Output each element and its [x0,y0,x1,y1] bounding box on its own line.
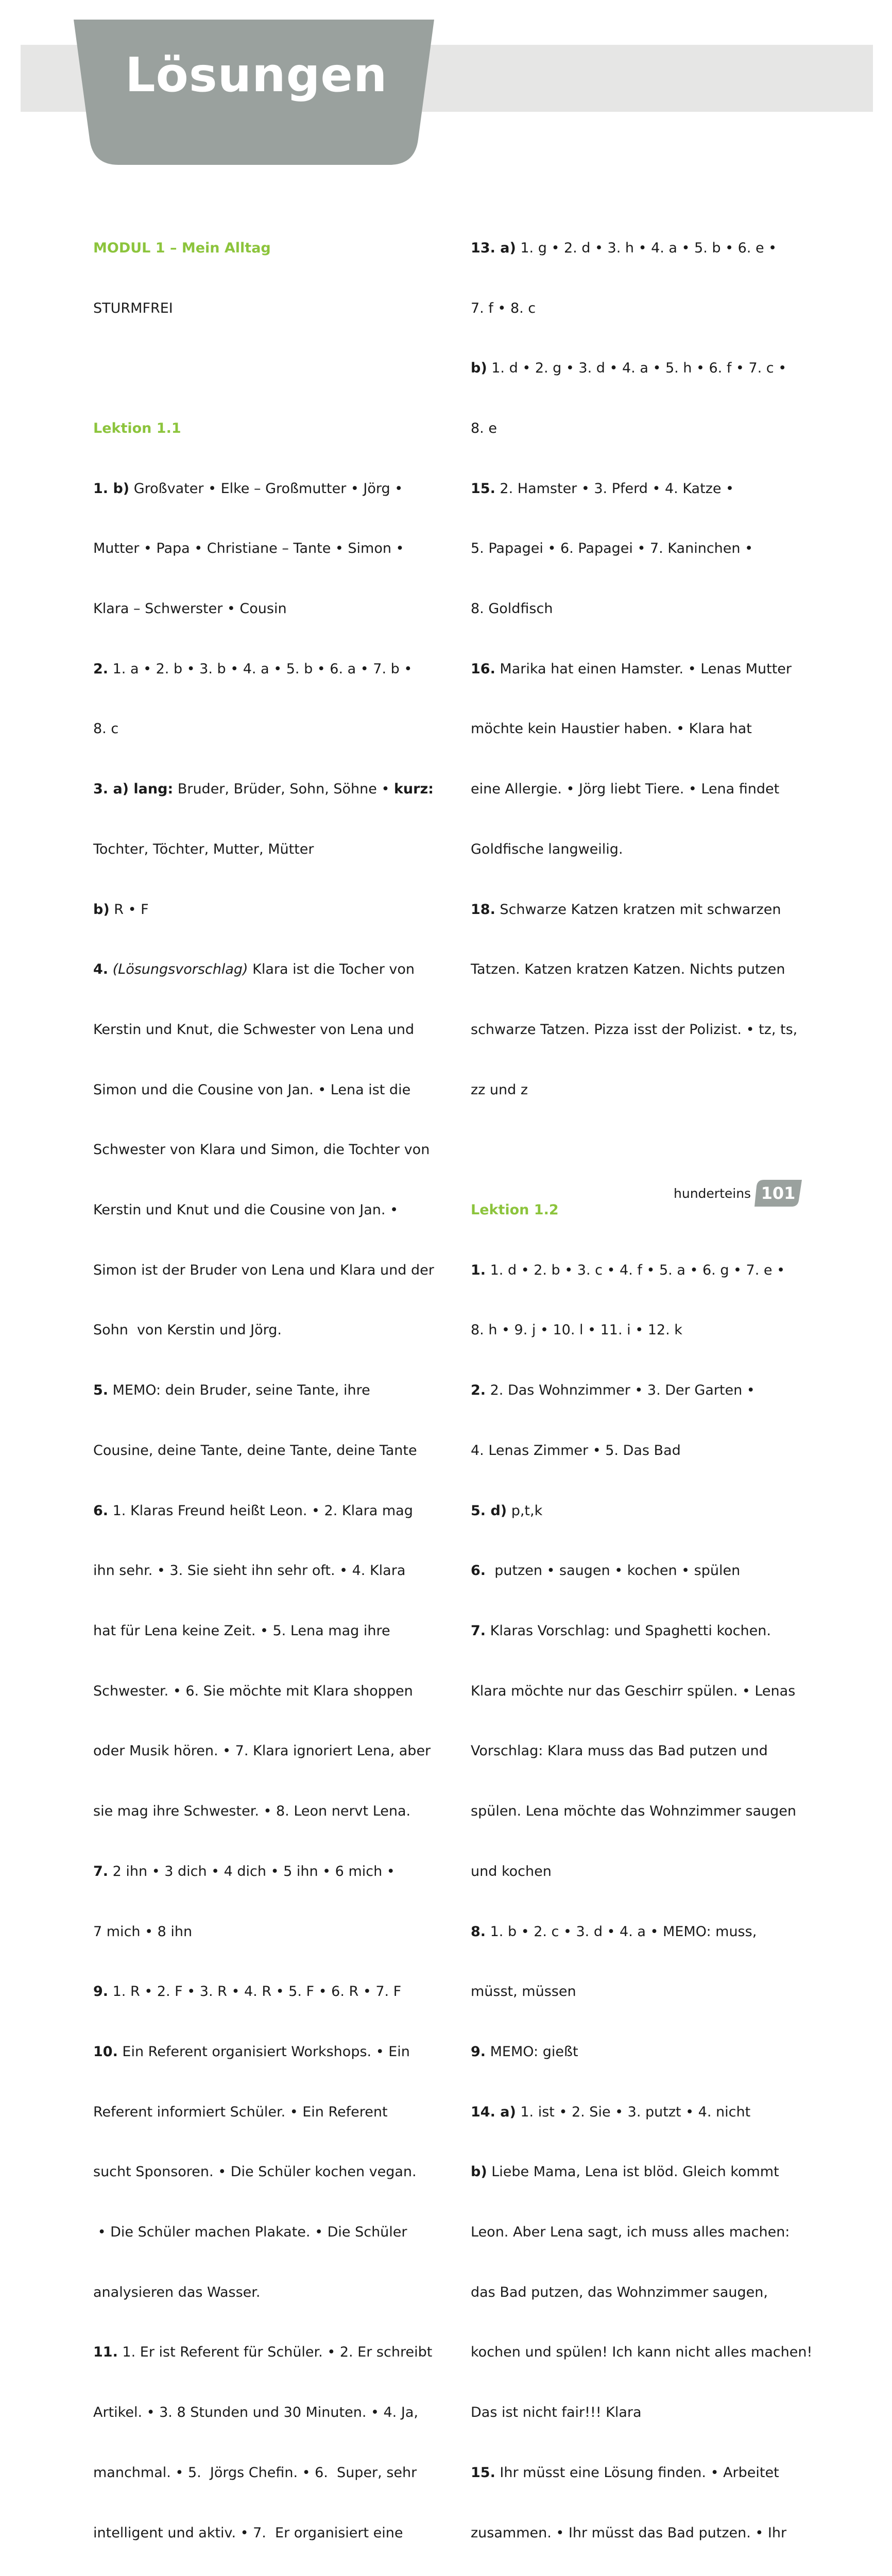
answer-line [93,1381,433,1401]
answer-line [93,779,433,800]
answer-line: hat für Lena keine Zeit. • 5. Lena mag ihre [93,1622,390,1639]
answer-line: Leon. Aber Lena sagt, ich muss alles machen: [471,2224,790,2241]
exercise-number: 18. [471,901,495,918]
blank-line [93,359,433,379]
answer-line: kochen und spülen! Ich kann nicht alles machen! [471,2344,813,2361]
answer-line: 8. e [471,420,497,436]
exercise-number: 11. [93,2344,118,2361]
answer-line: und kochen [471,1863,552,1879]
answer-line: 8. c [93,721,119,737]
answer-line: Tatzen. Katzen kratzen Katzen. Nichts putzen [471,961,785,978]
answer-line [471,2042,811,2062]
answer-line [93,659,433,680]
answer-text: 1. d • 2. b • 3. c • 4. f • 5. a • 6. g • 7. e • [486,1262,785,1278]
answer-line: oder Musik hören. • 7. Klara ignoriert Lena, aber [93,1743,431,1759]
exercise-number: b) [93,901,110,918]
answer-line: analysieren das Wasser. [93,2284,261,2300]
answer-text: p,t,k [507,1502,543,1519]
exercise-number: 7. [471,1622,486,1639]
exercise-number: 7. [93,1863,109,1879]
page-title: Lösungen [125,47,388,103]
answer-line: Schwester von Klara und Simon, die Tochter von [93,1142,430,1158]
answer-line [93,2042,433,2062]
answer-text: Bruder, Brüder, Sohn, Söhne • [173,781,394,798]
answer-line [93,1982,433,2002]
answer-line [471,659,811,680]
lektion-heading: Lektion 1.1 [93,420,181,436]
exercise-number: 14. a) [471,2104,516,2120]
answer-line [471,479,811,499]
answer-line: schwarze Tatzen. Pizza isst der Polizist. • tz, ts, [471,1021,798,1038]
answer-line: Kerstin und Knut, die Schwester von Lena und [93,1021,415,1038]
answer-text: Klaras Vorschlag: und Spaghetti kochen. [486,1622,771,1639]
answer-line: Cousine, deine Tante, deine Tante, deine Tante [93,1442,417,1459]
exercise-number: 13. a) [471,240,516,256]
exercise-number: 9. [93,1984,109,2000]
answer-line: 4. Lenas Zimmer • 5. Das Bad [471,1442,681,1459]
answer-line: zz und z [471,1081,528,1098]
answer-line: müsst, müssen [471,1984,576,2000]
answer-line: möchte kein Haustier haben. • Klara hat [471,721,752,737]
answer-line [471,2463,811,2483]
exercise-number: 15. [471,480,495,497]
answer-text: MEMO: gießt [486,2043,578,2060]
answer-text: Liebe Mama, Lena ist blöd. Gleich kommt [487,2164,779,2180]
answer-text: 1. d • 2. g • 3. d • 4. a • 5. h • 6. f • 7. c • [487,360,787,377]
answer-line: intelligent und aktiv. • 7. Er organisiert eine [93,2524,403,2541]
answer-line: Das ist nicht fair!!! Klara [471,2404,642,2421]
exercise-number: 6. [471,1563,486,1579]
exercise-number: 1. [471,1262,486,1278]
exercise-number: 5. [93,1382,109,1399]
answer-text: 2. Das Wohnzimmer • 3. Der Garten • [486,1382,755,1399]
exercise-number: 9. [471,2043,486,2060]
answer-text: 1. ist • 2. Sie • 3. putzt • 4. nicht [516,2104,751,2120]
answer-line: Klara – Schwerster • Cousin [93,601,287,617]
exercise-number: 10. [93,2043,118,2060]
answer-line [471,1381,811,1401]
answer-line: das Bad putzen, das Wohnzimmer saugen, [471,2284,768,2300]
answer-line: Kerstin und Knut und die Cousine von Jan. • [93,1202,399,1218]
answer-text: R • F [109,901,149,918]
answer-line [471,1621,811,1641]
exercise-number: 3. a) lang: [93,781,174,798]
answer-line [471,1261,811,1281]
answer-line: eine Allergie. • Jörg liebt Tiere. • Lena findet [471,781,780,798]
answer-line: Referent informiert Schüler. • Ein Referent [93,2104,388,2120]
answer-text: MEMO: dein Bruder, seine Tante, ihre [108,1382,370,1399]
answer-text: Ihr müsst eine Lösung finden. • Arbeitet [495,2464,779,2481]
exercise-number: 2. [93,660,109,677]
exercise-number: 2. [471,1382,486,1399]
answer-line: zusammen. • Ihr müsst das Bad putzen. • Ihr [471,2524,787,2541]
answer-line [93,1501,433,1521]
answer-line: Simon ist der Bruder von Lena und Klara und der [93,1262,434,1278]
answer-text: 1. Er ist Referent für Schüler. • 2. Er schreibt [117,2344,433,2361]
answer-line [93,900,433,920]
answer-line: 7. f • 8. c [471,300,536,316]
answer-text: Klara ist die Tocher von [248,961,415,978]
exercise-number: 8. [471,1923,486,1940]
lektion-heading: Lektion 1.2 [471,1202,559,1218]
answer-line [471,359,811,379]
answer-text: 2 ihn • 3 dich • 4 dich • 5 ihn • 6 mich • [108,1863,395,1879]
answer-line: Tochter, Töchter, Mutter, Mütter [93,841,314,857]
exercise-number: 6. [93,1502,109,1519]
answer-line [471,1501,811,1521]
page-number: 101 [761,1183,796,1203]
answer-text: 1. g • 2. d • 3. h • 4. a • 5. b • 6. e • [516,240,777,256]
exercise-number: 1. b) [93,480,130,497]
blank-line [471,1140,811,1160]
exercise-number: 15. [471,2464,495,2481]
answer-line: 7 mich • 8 ihn [93,1923,193,1940]
answer-line [471,2103,811,2123]
answer-text: Schwarze Katzen kratzen mit schwarzen [495,901,781,918]
answer-text: 1. R • 2. F • 3. R • 4. R • 5. F • 6. R • 7. F [108,1984,402,2000]
answer-text: 1. Klaras Freund heißt Leon. • 2. Klara mag [108,1502,413,1519]
answer-text: putzen • saugen • kochen • spülen [486,1563,741,1579]
answer-line: 8. Goldfisch [471,601,553,617]
page-number-word: hunderteins [674,1186,751,1201]
answer-line: Sohn von Kerstin und Jörg. [93,1322,282,1338]
answer-line: spülen. Lena möchte das Wohnzimmer saugen [471,1803,797,1820]
answer-label: kurz: [393,781,434,798]
answer-line [471,1922,811,1942]
answer-text: Marika hat einen Hamster. • Lenas Mutter [495,660,792,677]
answer-line: sie mag ihre Schwester. • 8. Leon nervt Lena. [93,1803,411,1820]
answer-line: • Die Schüler machen Plakate. • Die Schüler [93,2224,407,2241]
answer-line [471,2162,811,2182]
answer-text: 1. b • 2. c • 3. d • 4. a • MEMO: muss, [486,1923,757,1940]
answer-line [93,2343,433,2363]
answer-line: Artikel. • 3. 8 Stunden und 30 Minuten. • 4. Ja, [93,2404,418,2421]
exercise-number: 5. d) [471,1502,507,1519]
answer-line [93,479,433,499]
exercise-number: 4. [93,961,109,978]
answer-line [471,239,811,259]
answer-line: sucht Sponsoren. • Die Schüler kochen vegan. [93,2164,417,2180]
module-subtitle: STURMFREI [93,300,173,316]
answer-line: Vorschlag: Klara muss das Bad putzen und [471,1743,768,1759]
answer-line [471,1561,811,1581]
answer-line: ihn sehr. • 3. Sie sieht ihn sehr oft. • 4. Klara [93,1563,406,1579]
answer-text: Großvater • Elke – Großmutter • Jörg • [129,480,403,497]
answer-line: Mutter • Papa • Christiane – Tante • Simon • [93,540,404,557]
answer-note: (Lösungsvorschlag) [108,961,248,978]
answer-line: 8. h • 9. j • 10. l • 11. i • 12. k [471,1322,682,1338]
answer-line: Klara möchte nur das Geschirr spülen. • Lenas [471,1683,796,1699]
answer-line: 5. Papagei • 6. Papagei • 7. Kaninchen • [471,540,753,557]
answer-line: Schwester. • 6. Sie möchte mit Klara shoppen [93,1683,413,1699]
answer-line: Goldfische langweilig. [471,841,623,857]
left-column [93,198,433,2576]
right-column [471,198,811,2576]
answer-text: Ein Referent organisiert Workshops. • Ein [117,2043,410,2060]
exercise-number: 16. [471,660,495,677]
answer-line: manchmal. • 5. Jörgs Chefin. • 6. Super, sehr [93,2464,417,2481]
answer-text: 2. Hamster • 3. Pferd • 4. Katze • [495,480,734,497]
answer-line [471,900,811,920]
exercise-number: b) [471,360,487,377]
answer-line: Simon und die Cousine von Jan. • Lena ist die [93,1081,411,1098]
exercise-number: b) [471,2164,487,2180]
answer-line [93,960,433,980]
answer-text: 1. a • 2. b • 3. b • 4. a • 5. b • 6. a • 7. b • [108,660,413,677]
module-title: MODUL 1 – Mein Alltag [93,240,271,256]
answer-line [93,1862,433,1882]
